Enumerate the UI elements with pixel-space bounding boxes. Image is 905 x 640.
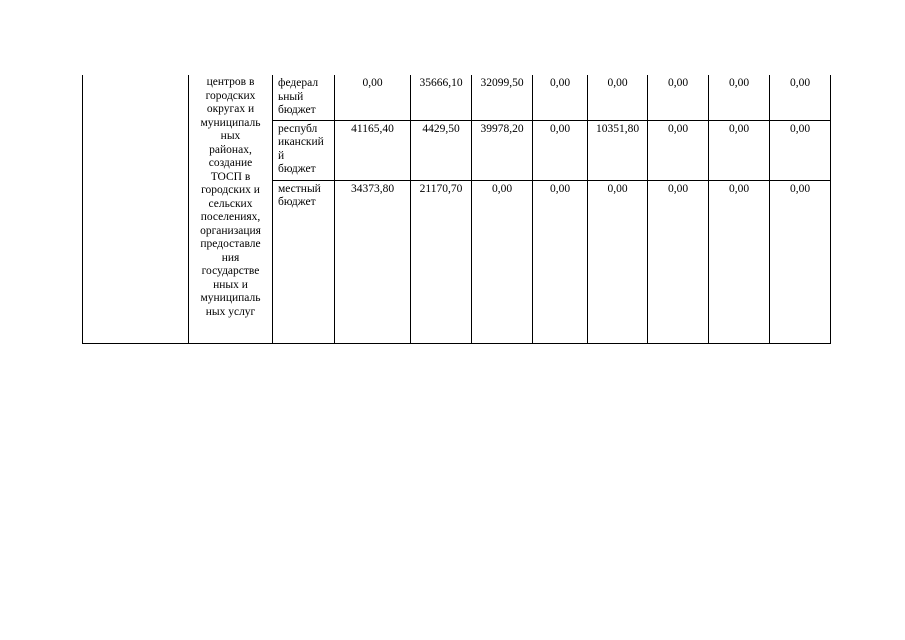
description-line: центров в bbox=[206, 76, 255, 88]
source-line: федерал bbox=[278, 77, 319, 89]
value-cell: 32099,50 bbox=[472, 75, 533, 120]
description-line: ных услуг bbox=[205, 305, 256, 318]
description-line: организация bbox=[200, 224, 261, 237]
value-cell: 0,00 bbox=[770, 180, 831, 343]
budget-table bbox=[82, 75, 831, 344]
description-line: нных и bbox=[213, 278, 248, 291]
description-line: сельских bbox=[208, 197, 253, 210]
value-cell: 0,00 bbox=[648, 180, 709, 343]
value-cell: 0,00 bbox=[709, 180, 770, 343]
source-line: бюджет bbox=[278, 196, 316, 208]
value-cell: 0,00 bbox=[588, 180, 648, 343]
description-line: поселениях, bbox=[200, 211, 261, 223]
value-cell: 41165,40 bbox=[335, 120, 411, 180]
description-line: округах и bbox=[206, 103, 255, 115]
description-line: ТОСП в bbox=[210, 170, 251, 183]
program-description-cell bbox=[189, 75, 273, 343]
description-line: создание bbox=[208, 157, 253, 169]
value-cell: 0,00 bbox=[770, 75, 831, 120]
description-line: муниципаль bbox=[200, 116, 261, 129]
value-cell: 0,00 bbox=[648, 120, 709, 180]
source-line: й bbox=[278, 149, 285, 162]
value-cell: 0,00 bbox=[709, 75, 770, 120]
value-cell: 0,00 bbox=[472, 180, 533, 343]
table-row bbox=[83, 75, 831, 120]
value-cell: 39978,20 bbox=[472, 120, 533, 180]
description-line: предоставле bbox=[200, 238, 261, 250]
description-line: муниципаль bbox=[200, 292, 261, 304]
description-line: городских и bbox=[201, 184, 260, 196]
source-line: бюджет bbox=[278, 104, 316, 116]
source-line: ьный bbox=[278, 90, 304, 103]
funding-source-federal bbox=[273, 75, 335, 120]
value-cell: 0,00 bbox=[588, 75, 648, 120]
source-line: иканский bbox=[278, 136, 324, 148]
value-cell: 0,00 bbox=[770, 120, 831, 180]
value-cell: 10351,80 bbox=[588, 120, 648, 180]
funding-source-republican bbox=[273, 120, 335, 180]
description-line: районах, bbox=[209, 143, 252, 156]
description-line: государстве bbox=[201, 265, 260, 277]
value-cell: 21170,70 bbox=[411, 180, 472, 343]
source-line: местный bbox=[278, 182, 321, 195]
value-cell: 0,00 bbox=[335, 75, 411, 120]
value-cell: 0,00 bbox=[533, 120, 588, 180]
value-cell: 0,00 bbox=[648, 75, 709, 120]
description-line: ния bbox=[221, 251, 240, 264]
value-cell: 0,00 bbox=[709, 120, 770, 180]
value-cell: 35666,10 bbox=[411, 75, 472, 120]
description-line: городских bbox=[205, 89, 256, 102]
value-cell: 0,00 bbox=[533, 180, 588, 343]
funding-source-local bbox=[273, 180, 335, 343]
source-line: республ bbox=[278, 122, 318, 135]
value-cell: 0,00 bbox=[533, 75, 588, 120]
value-cell: 4429,50 bbox=[411, 120, 472, 180]
source-line: бюджет bbox=[278, 163, 316, 175]
blank-cell bbox=[83, 75, 189, 343]
description-line: ных bbox=[220, 130, 241, 142]
value-cell: 34373,80 bbox=[335, 180, 411, 343]
